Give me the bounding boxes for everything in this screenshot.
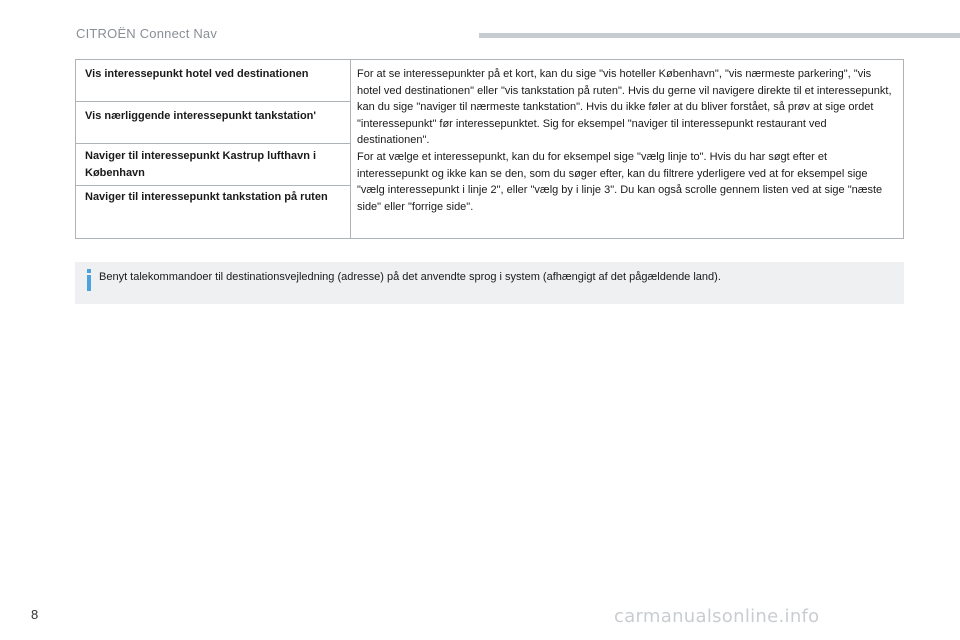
watermark: carmanualsonline.info xyxy=(614,606,820,627)
header-bar xyxy=(479,33,960,38)
command-cell: Naviger til interessepunkt tankstation på ruten xyxy=(85,191,328,203)
command-cell: Naviger til interessepunkt Kastrup lufthavn i København xyxy=(76,144,350,186)
page-header-title: CITROËN Connect Nav xyxy=(76,26,218,41)
page-number: 8 xyxy=(31,607,39,622)
command-cell: Vis nærliggende interessepunkt tankstation' xyxy=(76,102,350,144)
voice-command-table xyxy=(75,59,904,239)
description-paragraph: For at se interessepunkter på et kort, kan du sige "vis hoteller København", "vis nærmeste parkering", "vis hotel ved destinationen" eller "vis tankstation på ruten". Hvis du gerne vil navigere direkte til et interessepunkt, kan du sige "naviger til nærmeste tankstation". Hvis du ikke føler at du bliver forstået, så prøv at sige ordet "interessepunkt" før interessepunktet. Sig for eksempel "naviger til interessepunkt restaurant ved destinationen". xyxy=(357,68,892,147)
command-description xyxy=(357,66,897,215)
command-column xyxy=(76,60,351,238)
description-paragraph: For at vælge et interessepunkt, kan du for eksempel sige "vælg linje to". Hvis du har søgt efter et interessepunkt og ikke kan se den, som du søger efter, kan du filtrere yderligere ved at for eksempel sige "vælg interessepunkt i linje 2", eller "vælg by i linje 3". Du kan også scrolle gennem listen ved at sige "næste side" eller "forrige side". xyxy=(357,150,883,213)
info-note xyxy=(75,262,904,304)
info-icon xyxy=(84,269,94,291)
info-note-text: Benyt talekommandoer til destinationsvejledning (adresse) på det anvendte sprog i system (afhængigt af det pågældende land). xyxy=(99,271,721,283)
command-cell: Vis interessepunkt hotel ved destinationen xyxy=(76,60,350,102)
